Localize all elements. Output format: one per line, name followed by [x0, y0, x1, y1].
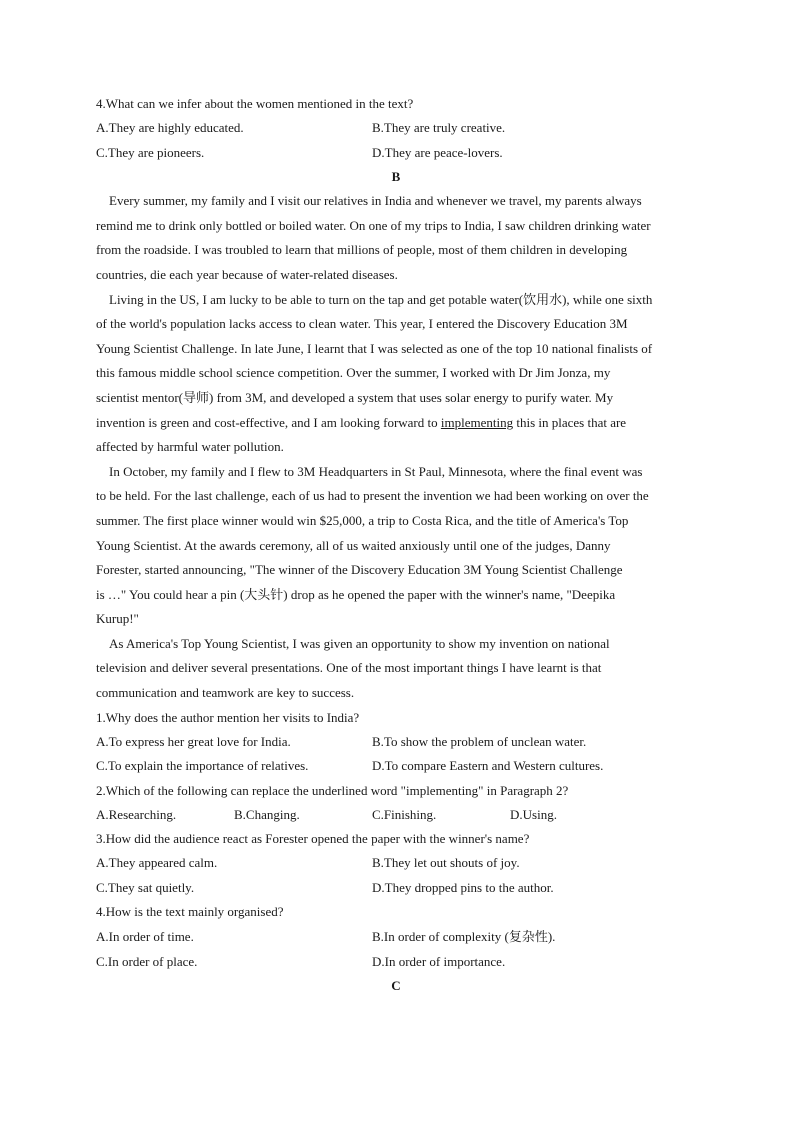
option-b: B.They let out shouts of joy. — [372, 855, 520, 871]
option-d: D.Using. — [510, 806, 557, 822]
section-heading-c: C — [391, 978, 401, 994]
question-2: 2.Which of the following can replace the underlined word "implementing" in Paragraph 2? — [96, 782, 569, 798]
text-line: of the world's population lacks access to clean water. This year, I entered the Discovery Education 3M — [96, 316, 628, 332]
option-a: A.They are highly educated. — [96, 120, 244, 136]
option-c: C.They sat quietly. — [96, 879, 195, 895]
options-row — [96, 924, 706, 949]
text-line: Living in the US, I am lucky to be able to turn on the tap and get potable water(饮用水), while one sixth — [109, 291, 653, 307]
option-d: D.They are peace-lovers. — [372, 144, 503, 160]
underlined-word: implementing — [440, 414, 514, 430]
options-row — [96, 851, 706, 875]
options-row — [96, 754, 706, 778]
text-line: Kurup!" — [96, 611, 139, 627]
question-a4: 4.What can we infer about the women mentioned in the text? — [96, 96, 414, 111]
paragraph-1 — [96, 189, 706, 287]
text-line: this famous middle school science competition. Over the summer, I worked with Dr Jim Jonza, my — [96, 365, 611, 381]
text-segment: invention is green and cost-effective, and I am looking forward to — [96, 414, 441, 430]
options-row — [96, 803, 706, 827]
options-row — [96, 116, 706, 140]
option-d: D.They dropped pins to the author. — [372, 879, 554, 895]
text-line: Every summer, my family and I visit our relatives in India and whenever we travel, my parents always — [109, 193, 642, 209]
options-row — [96, 730, 706, 754]
text-line: communication and teamwork are key to success. — [96, 685, 355, 701]
question-4: 4.How is the text mainly organised? — [96, 904, 284, 920]
option-b: B.In order of complexity (复杂性). — [372, 929, 556, 945]
text-line: Young Scientist Challenge. In late June, I learnt that I was selected as one of the top 10 national finalists of — [96, 340, 653, 356]
text-line: countries, die each year because of water-related diseases. — [96, 266, 398, 282]
option-a: A.To express her great love for India. — [96, 733, 291, 749]
text-line: Forester, started announcing, "The winner of the Discovery Education 3M Young Scientist Challenge — [96, 562, 623, 578]
text-line: summer. The first place winner would win $25,000, a trip to Costa Rica, and the title of America's Top — [96, 512, 629, 528]
options-row — [96, 949, 706, 974]
option-a: A.They appeared calm. — [96, 855, 218, 871]
text-line: In October, my family and I flew to 3M Headquarters in St Paul, Minnesota, where the final event was — [109, 463, 643, 479]
text-line: remind me to drink only bottled or boiled water. On one of my trips to India, I saw children drinking water — [96, 217, 651, 233]
option-b: B.To show the problem of unclean water. — [372, 733, 587, 749]
text-segment: this in places that are — [513, 414, 627, 430]
option-a: A.In order of time. — [96, 929, 194, 945]
option-d: D.To compare Eastern and Western cultures. — [372, 758, 604, 774]
option-b: B.Changing. — [234, 806, 300, 822]
question-3: 3.How did the audience react as Forester opened the paper with the winner's name? — [96, 831, 530, 847]
text-line: to be held. For the last challenge, each of us had to present the invention we had been working on over the — [96, 488, 649, 504]
text-line: from the roadside. I was troubled to learn that millions of people, most of them children in developing — [96, 242, 628, 258]
option-c: C.In order of place. — [96, 954, 198, 970]
option-c: C.They are pioneers. — [96, 144, 205, 160]
option-c: C.Finishing. — [372, 806, 437, 822]
paragraph-3 — [96, 460, 706, 632]
text-line: television and deliver several presentations. One of the most important things I have learnt is that — [96, 660, 602, 676]
text-line: As America's Top Young Scientist, I was given an opportunity to show my invention on national — [109, 635, 610, 651]
option-b: B.They are truly creative. — [372, 120, 506, 136]
options-row — [96, 141, 706, 165]
question-1: 1.Why does the author mention her visits to India? — [96, 709, 360, 725]
text-line: is …" You could hear a pin (大头针) drop as he opened the paper with the winner's name, "Deepika — [96, 586, 616, 602]
text-line: affected by harmful water pollution. — [96, 439, 284, 455]
paragraph-2 — [96, 288, 706, 460]
option-c: C.To explain the importance of relatives. — [96, 758, 309, 774]
option-a: A.Researching. — [96, 806, 177, 822]
document-page — [96, 92, 706, 999]
text-line: scientist mentor(导师) from 3M, and developed a system that uses solar energy to purify water. My — [96, 389, 614, 405]
paragraph-4 — [96, 632, 706, 706]
option-d: D.In order of importance. — [372, 954, 506, 970]
section-heading-b: B — [391, 168, 401, 184]
text-line: Young Scientist. At the awards ceremony, all of us waited anxiously until one of the judges, Danny — [96, 537, 611, 553]
options-row — [96, 876, 706, 900]
text-line — [96, 411, 706, 436]
